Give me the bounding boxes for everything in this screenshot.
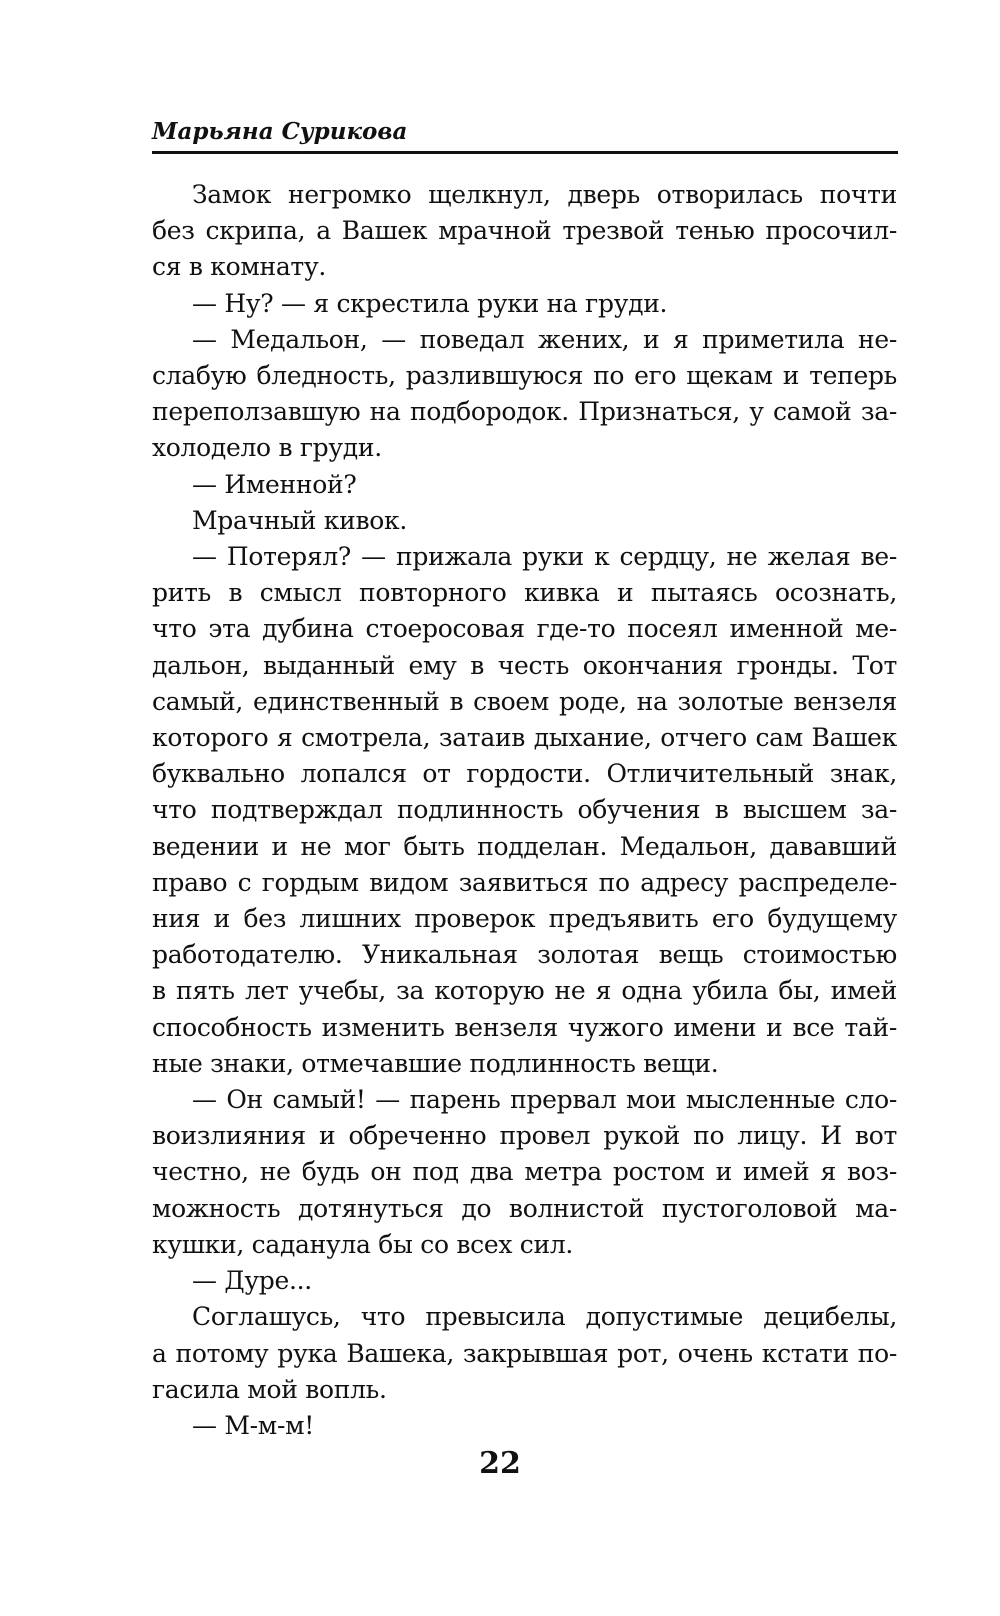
text-line: — Дуре... xyxy=(192,1266,312,1296)
text-line: а потому рука Вашека, закрывшая рот, очень кстати по- xyxy=(152,1338,897,1368)
text-line: Замок негромко щелкнул, дверь отворилась почти xyxy=(192,180,897,209)
page-number: 22 xyxy=(479,1446,521,1481)
text-line: в пять лет учебы, за которую не я одна убила бы, имей xyxy=(152,976,897,1006)
text-line: работодателю. Уникальная золотая вещь стоимостью xyxy=(152,940,897,970)
text-line: которого я смотрела, затаив дыхание, отчего сам Вашек xyxy=(152,723,897,753)
body-text xyxy=(152,177,897,1444)
text-line: самый, единственный в своем роде, на золотые вензеля xyxy=(152,686,897,716)
text-line: без скрипа, а Вашек мрачной трезвой тенью просочил- xyxy=(152,216,897,246)
text-line: буквально лопался от гордости. Отличительный знак, xyxy=(152,759,897,789)
text-line: переползавшую на подбородок. Признаться, у самой за- xyxy=(152,397,897,427)
text-line: кушки, саданула бы со всех сил. xyxy=(152,1229,574,1259)
text-line: что подтверждал подлинность обучения в высшем за- xyxy=(152,795,897,825)
text-line: — Потерял? — прижала руки к сердцу, не желая ве- xyxy=(192,542,897,572)
text-line: способность изменить вензеля чужого имени и все тай- xyxy=(152,1012,897,1042)
text-line: — М-м-м! xyxy=(192,1410,314,1440)
text-line: — Именной? xyxy=(192,469,357,499)
text-line: Соглашусь, что превысила допустимые децибелы, xyxy=(192,1302,897,1332)
running-head-author: Марьяна Сурикова xyxy=(152,118,408,145)
text-line: слабую бледность, разлившуюся по его щекам и теперь xyxy=(152,361,897,391)
text-line: Мрачный кивок. xyxy=(192,505,407,535)
text-line: ния и без лишних проверок предъявить его будущему xyxy=(152,904,897,934)
text-line: — Он самый! — парень прервал мои мысленные сло- xyxy=(192,1085,897,1115)
text-line: ся в комнату. xyxy=(152,252,327,282)
text-line: ведении и не мог быть подделан. Медальон, дававший xyxy=(152,831,897,861)
text-line: рить в смысл повторного кивка и пытаясь осознать, xyxy=(152,578,897,608)
text-line: дальон, выданный ему в честь окончания гронды. Тот xyxy=(152,650,897,680)
text-line: честно, не будь он под два метра ростом и имей я воз- xyxy=(152,1157,897,1187)
text-line: можность дотянуться до волнистой пустоголовой ма- xyxy=(152,1193,897,1223)
text-line: — Медальон, — поведал жених, и я приметила не- xyxy=(192,324,897,354)
text-line: право с гордым видом заявиться по адресу распределе- xyxy=(152,867,897,897)
text-line: холодело в груди. xyxy=(152,433,382,463)
text-line: гасила мой вопль. xyxy=(152,1374,387,1404)
text-line: воизлияния и обреченно провел рукой по лицу. И вот xyxy=(152,1121,897,1151)
text-line: ные знаки, отмечавшие подлинность вещи. xyxy=(152,1048,719,1078)
text-line: — Ну? — я скрестила руки на груди. xyxy=(192,288,668,318)
header-rule xyxy=(152,151,898,154)
text-line: что эта дубина стоеросовая где-то посеял именной ме- xyxy=(152,614,897,644)
